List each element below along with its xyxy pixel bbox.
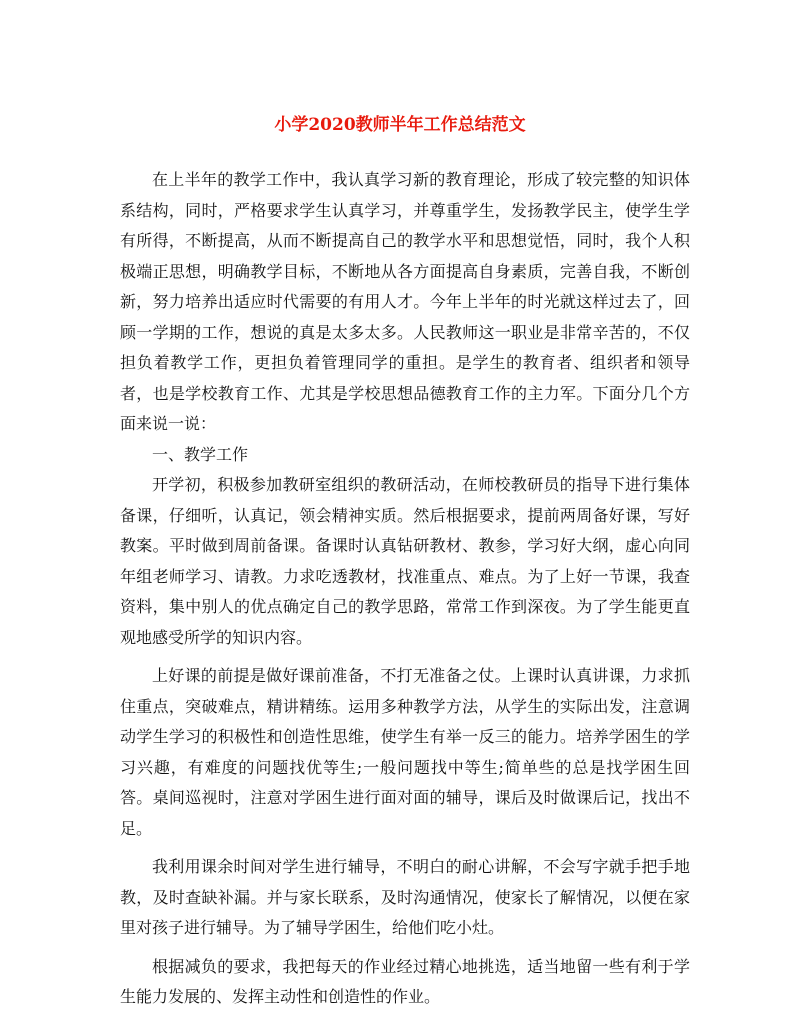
paragraph-lesson-prep: 开学初，积极参加教研室组织的教研活动，在师校教研员的指导下进行集体备课，仔细听，认真记，领会精神实质。然后根据要求，提前两周备好课，写好教案。平时做到周前备课。备课时认真钻研教材、教参，学习好大纲，虚心向同年组老师学习、请教。力求吃透教材，找准重点、难点。为了上好一节课，我查资料，集中别人的优点确定自己的教学思路，常常工作到深夜。为了学生能更直观地感受所学的知识内容。: [120, 475, 690, 647]
paragraph-classroom: 上好课的前提是做好课前准备，不打无准备之仗。上课时认真讲课，力求抓住重点，突破难点，精讲精练。运用多种教学方法，从学生的实际出发，注意调动学生学习的积极性和创造性思维，使学生有举一反三的能力。培养学困生的学习兴趣，有难度的问题找优等生;一般问题找中等生;简单些的总是找学困生回答。桌间巡视时，注意对学困生进行面对面的辅导，课后及时做课后记，找出不足。: [120, 666, 690, 838]
intro-paragraph: 在上半年的教学工作中，我认真学习新的教育理论，形成了较完整的知识体系结构，同时，严格要求学生认真学习，并尊重学生，发扬教学民主，使学生学有所得，不断提高，从而不断提高自己的教学水平和思想觉悟，同时，我个人积极端正思想，明确教学目标，不断地从各方面提高自身素质，完善自我，不断创新，努力培养出适应时代需要的有用人才。今年上半年的时光就这样过去了，回顾一学期的工作，想说的真是太多太多。人民教师这一职业是非常辛苦的，不仅担负着教学工作，更担负着管理同学的重担。是学生的教育者、组织者和领导者，也是学校教育工作、尤其是学校思想品德教育工作的主力军。下面分几个方面来说一说：: [120, 170, 690, 433]
paragraph-tutoring: 我利用课余时间对学生进行辅导，不明白的耐心讲解，不会写字就手把手地教，及时查缺补漏。并与家长联系，及时沟通情况，使家长了解情况，以便在家里对孩子进行辅导。为了辅导学困生，给他们吃小灶。: [120, 857, 690, 937]
section-heading-teaching: 一、教学工作: [152, 444, 249, 464]
document-title: 小学2020教师半年工作总结范文: [274, 115, 526, 136]
document-body: [120, 165, 690, 1013]
paragraph-homework: 根据减负的要求，我把每天的作业经过精心地挑选，适当地留一些有利于学生能力发展的、发挥主动性和创造性的作业。: [120, 956, 690, 1006]
